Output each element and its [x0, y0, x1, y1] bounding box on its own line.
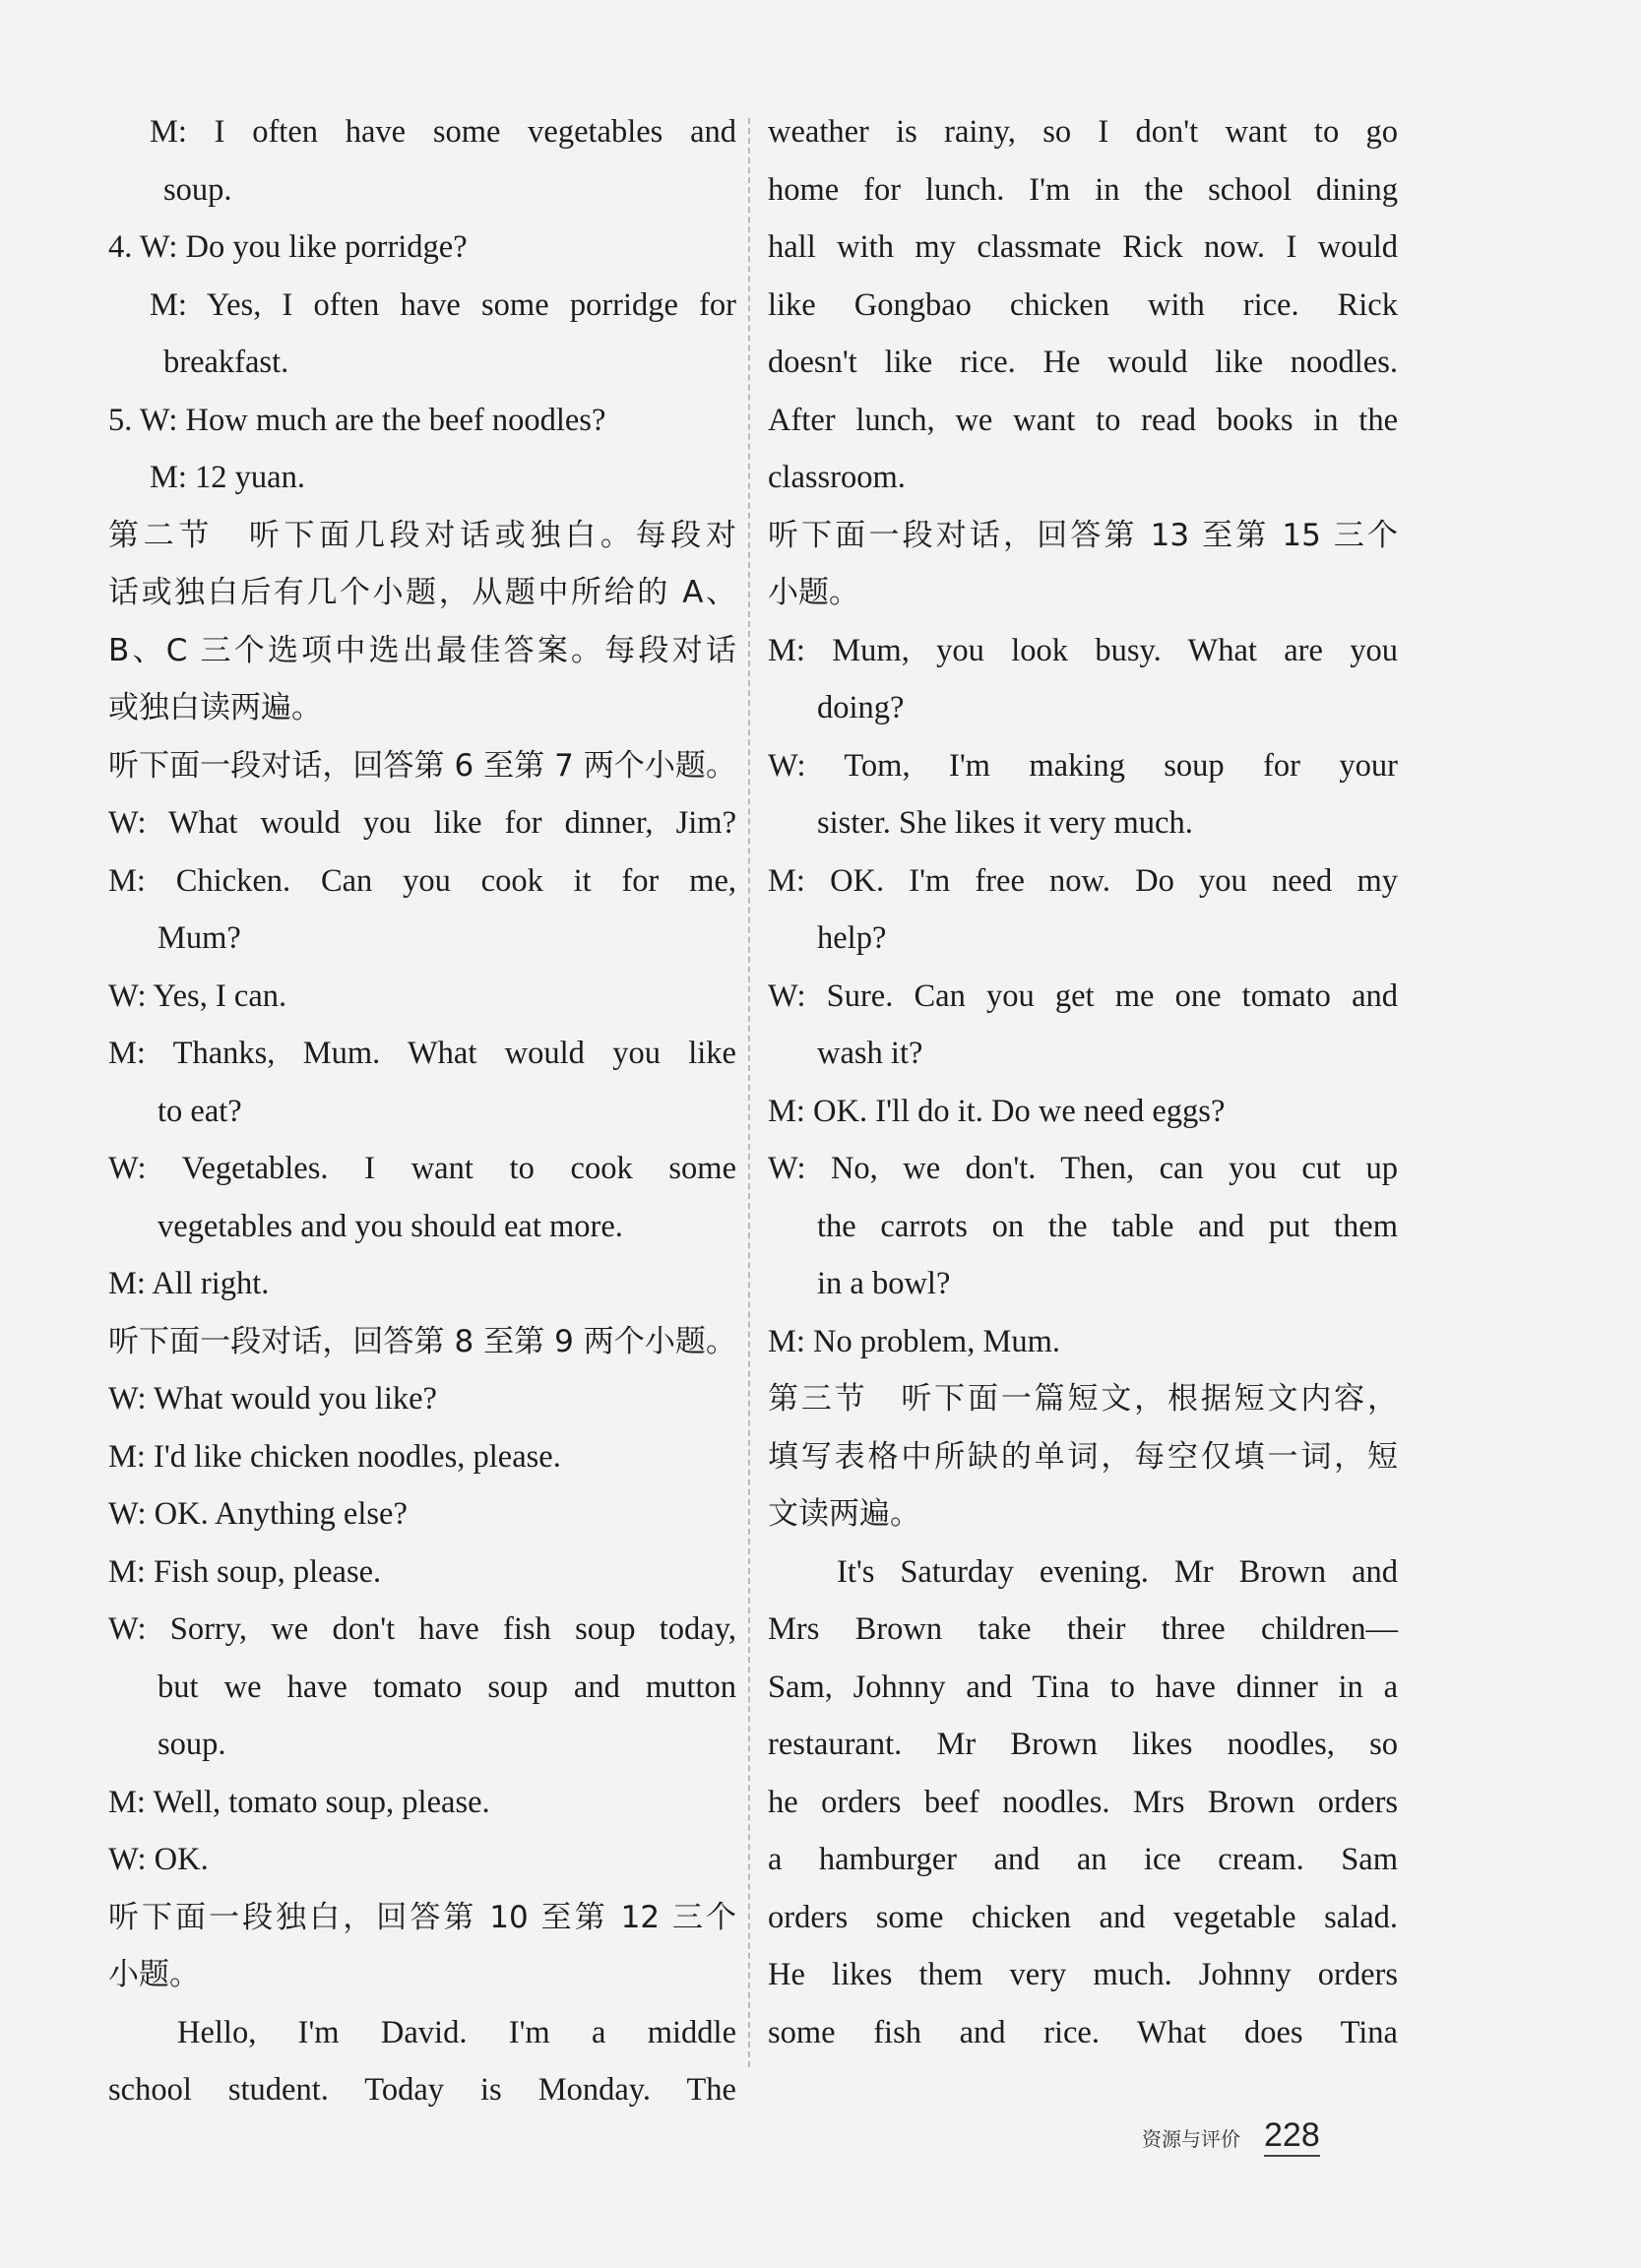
text-line: M: Thanks, Mum. What would you like: [108, 1036, 736, 1071]
text-line: in a bowl?: [817, 1266, 951, 1301]
text-line: school student. Today is Monday. The: [108, 2072, 736, 2108]
text-line: W: No, we don't. Then, can you cut up: [768, 1151, 1398, 1186]
text-line: 听下面一段对话，回答第 8 至第 9 两个小题。: [108, 1323, 736, 1359]
text-line: M: OK. I'm free now. Do you need my: [768, 862, 1398, 899]
text-line: M: Mum, you look busy. What are you: [768, 632, 1398, 668]
text-line: vegetables and you should eat more.: [158, 1208, 623, 1244]
footer-label: 资源与评价: [1142, 2127, 1240, 2151]
text-line: It's Saturday evening. Mr Brown and: [837, 1553, 1398, 1590]
text-line: W: OK. Anything else?: [108, 1496, 408, 1532]
text-line: W: OK.: [108, 1842, 209, 1877]
text-line: M: All right.: [108, 1266, 270, 1301]
text-line: wash it?: [817, 1036, 923, 1071]
page-footer: [1142, 2116, 1320, 2157]
text-line: M: 12 yuan.: [150, 460, 305, 495]
text-line: hall with my classmate Rick now. I would: [768, 229, 1398, 265]
text-line: M: Chicken. Can you cook it for me,: [108, 862, 736, 899]
text-line: some fish and rice. What does Tina: [768, 2014, 1398, 2050]
text-line: a hamburger and an ice cream. Sam: [768, 1842, 1398, 1877]
text-line: restaurant. Mr Brown likes noodles, so: [768, 1727, 1398, 1762]
text-line: After lunch, we want to read books in the: [768, 402, 1398, 438]
text-line: soup.: [163, 171, 232, 208]
text-line: home for lunch. I'm in the school dining: [768, 171, 1398, 208]
text-line: 4. W: Do you like porridge?: [108, 229, 468, 265]
text-line: 文读两遍。: [768, 1496, 920, 1532]
text-line: 听下面一段对话，回答第 6 至第 7 两个小题。: [108, 747, 736, 784]
right-column: [768, 103, 1398, 2061]
text-line: 第二节 听下面几段对话或独白。每段对: [108, 517, 736, 553]
text-line: 5. W: How much are the beef noodles?: [108, 402, 606, 438]
text-line: doing?: [817, 690, 905, 725]
text-line: orders some chicken and vegetable salad.: [768, 1899, 1398, 1935]
text-line: He likes them very much. Johnny orders: [768, 1957, 1398, 1992]
text-line: M: I often have some vegetables and: [150, 114, 736, 150]
text-line: like Gongbao chicken with rice. Rick: [768, 286, 1398, 323]
text-line: breakfast.: [163, 345, 289, 380]
text-line: 话或独白后有几个小题，从题中所给的 A、: [108, 575, 736, 610]
text-line: W: What would you like for dinner, Jim?: [108, 805, 736, 841]
text-line: 第三节 听下面一篇短文，根据短文内容，: [768, 1381, 1398, 1417]
text-line: Sam, Johnny and Tina to have dinner in a: [768, 1669, 1398, 1705]
text-line: the carrots on the table and put them: [817, 1208, 1398, 1244]
text-line: B、C 三个选项中选出最佳答案。每段对话: [108, 632, 736, 668]
text-line: M: OK. I'll do it. Do we need eggs?: [768, 1093, 1226, 1129]
text-line: to eat?: [158, 1093, 242, 1129]
column-divider: [748, 118, 750, 2067]
text-line: soup.: [158, 1727, 226, 1762]
text-line: weather is rainy, so I don't want to go: [768, 114, 1398, 150]
text-line: W: What would you like?: [108, 1381, 437, 1417]
text-line: sister. She likes it very much.: [817, 805, 1193, 841]
text-line: W: Tom, I'm making soup for your: [768, 747, 1398, 784]
text-line: 听下面一段独白，回答第 10 至第 12 三个: [108, 1899, 736, 1935]
text-line: W: Sure. Can you get me one tomato and: [768, 977, 1398, 1014]
text-line: Mum?: [158, 920, 241, 956]
text-line: W: Sorry, we don't have fish soup today,: [108, 1611, 736, 1647]
text-line: 小题。: [108, 1957, 200, 1992]
text-line: Hello, I'm David. I'm a middle: [177, 2014, 736, 2050]
text-line: M: Yes, I often have some porridge for: [150, 286, 736, 323]
text-line: classroom.: [768, 460, 906, 495]
text-line: 填写表格中所缺的单词，每空仅填一词，短: [768, 1438, 1398, 1475]
left-column: [108, 103, 736, 2119]
text-line: 小题。: [768, 575, 859, 610]
text-line: M: Fish soup, please.: [108, 1553, 382, 1590]
text-line: M: I'd like chicken noodles, please.: [108, 1438, 561, 1475]
page-number: 228: [1264, 2116, 1320, 2157]
text-line: W: Vegetables. I want to cook some: [108, 1151, 736, 1186]
text-line: W: Yes, I can.: [108, 977, 287, 1014]
text-line: 听下面一段对话，回答第 13 至第 15 三个: [768, 517, 1398, 553]
text-line: M: Well, tomato soup, please.: [108, 1784, 490, 1820]
text-line: but we have tomato soup and mutton: [158, 1669, 736, 1705]
text-line: Mrs Brown take their three children—: [768, 1611, 1398, 1647]
text-line: he orders beef noodles. Mrs Brown orders: [768, 1784, 1398, 1820]
text-line: doesn't like rice. He would like noodles.: [768, 345, 1398, 380]
text-line: 或独白读两遍。: [108, 690, 322, 725]
text-line: help?: [817, 920, 887, 956]
text-line: M: No problem, Mum.: [768, 1323, 1061, 1359]
